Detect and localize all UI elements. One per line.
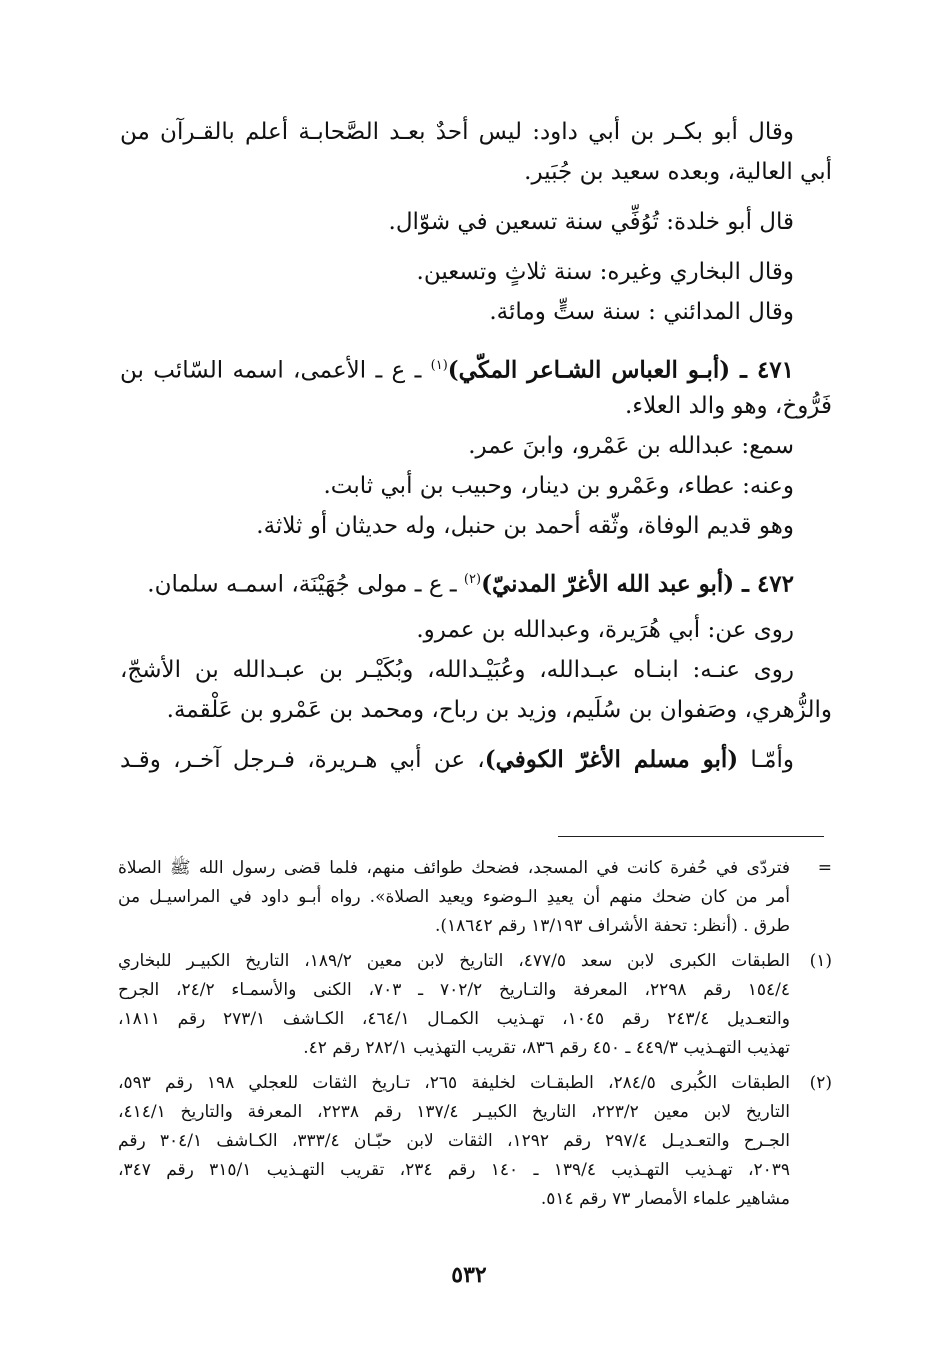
text-line: فَرُّوخ، وهو والد العلاء. <box>624 393 832 419</box>
footnote-divider <box>558 836 824 837</box>
footnote-marker: (١) <box>809 951 832 971</box>
text-line: قال أبو خلدة: تُوُفِّي سنة تسعين في شوّال. <box>388 209 794 235</box>
text-line: سمع: عبدالله بن عَمْرو، وابنَ عمر. <box>468 433 794 459</box>
p10-bold-name: (أبو مسلم الأغرّ الكوفي) <box>484 746 739 773</box>
footnote-line: ١٥٤/٤ رقم ٢٢٩٨، المعرفة والتـاريخ ٧٠٢/٢ ـ ٧٠٣، الكنى والأسمـاء ٢٤/٢، الجرح <box>118 980 790 1000</box>
footnote-marker: (٢) <box>809 1073 832 1093</box>
footnote-marker: = <box>817 858 832 878</box>
footnote-line: طرق . (أنظر: تحفة الأشراف ١٣/١٩٣ رقم ١٨٦٤٢). <box>434 916 790 936</box>
footnote-line: فتردّى في حُفرة كانت في المسجد، فضحك طوائف منهم، فلما قضى رسول الله ﷺ الصلاة <box>118 858 790 878</box>
entry-471-heading-line <box>120 346 832 386</box>
entry-472-heading-line <box>120 560 832 600</box>
footnote-line: والتعـديل ٢٤٣/٤ رقم ١٠٤٥، تهـذيب الكمـال ٤٦٤/١، الكـاشف ٢٧٣/١ رقم ١٨١١، <box>118 1009 790 1029</box>
footnote-line: مشاهير علماء الأمصار ٧٣ رقم ٥١٤. <box>540 1189 790 1209</box>
footnote-line: الطبقات الكُبرى ٢٨٤/٥، الطبقـات لخليفة ٢٦٥، تـاريخ الثقات للعجلي ١٩٨ رقم ٥٩٣، <box>118 1073 790 1093</box>
text-line: أبي العالية، وبعده سعيد بن جُبَير. <box>524 159 832 185</box>
p10-suffix: ، عن أبي هـريرة، فـرجل آخـر، وقـد <box>120 747 485 773</box>
footnote-line: الطبقات الكبرى لابن سعد ٤٧٧/٥، التاريخ لابن معين ١٨٩/٢، التاريخ الكبيـر للبخاري <box>118 951 790 971</box>
footnote-line: التاريخ لابن معين ٢٢٣/٢، التاريخ الكبيـر ١٣٧/٤ رقم ٢٢٣٨، المعرفة والتاريخ ٤١٤/١، <box>118 1102 790 1122</box>
text-line: وقال البخاري وغيره: سنة ثلاثٍ وتسعين. <box>416 259 794 285</box>
entry-471-title: ٤٧١ ـ (أبـو العباس الشـاعر المكّي) <box>447 356 794 384</box>
text-line: والزُّهري، وصَفوان بن سُلَيم، وزيد بن رباح، ومحمد بن عَمْرو بن عَلْقمة. <box>166 697 832 723</box>
footnotes <box>118 854 832 1220</box>
text-line: وهو قديم الوفاة، وثّقه أحمد بن حنبل، وله حديثان أو ثلاثة. <box>256 513 794 539</box>
footnote-continued <box>118 854 832 941</box>
entry-471-rest: ـ ع ـ الأعمى، اسمه السّائب بن <box>120 357 431 384</box>
footnote-ref-1[interactable]: (١) <box>430 358 448 373</box>
footnote-ref-2[interactable]: (٢) <box>463 572 482 587</box>
footnote-line: الجـرح والتعـديـل ٢٩٧/٤ رقم ١٢٩٢، الثقات لابن حبّـان ٣٣٣/٤، الكـاشف ٣٠٤/١ رقم <box>118 1131 790 1151</box>
text-line: وعنه: عطاء، وعَمْرو بن دينار، وحبيب بن أبي ثابت. <box>323 473 794 499</box>
text-line: روى عن: أبي هُرَيرة، وعبدالله بن عمرو. <box>416 617 794 643</box>
main-text <box>120 112 832 780</box>
p10-prefix: وأمّـا <box>738 747 794 773</box>
entry-472-title: ٤٧٢ ـ (أبو عبد الله الأغرّ المدنيّ) <box>481 570 794 598</box>
text-line: وقال المدائني : سنة ستٍّ ومائة. <box>489 299 794 325</box>
entry-472-rest: ـ ع ـ مولى جُهَيْنَة، اسمـه سلمان. <box>147 571 464 598</box>
text-line: روى عنـه: ابنـاه عبـدالله، وعُبَيْـدالله، وبُكَيْـر بن عبـدالله بن الأشجّ، <box>120 657 794 683</box>
footnote-line: ٢٠٣٩، تهـذيب التهـذيب ١٣٩/٤ ـ ١٤٠ رقم ٢٣٤، تقريب التهـذيب ٣١٥/١ رقم ٣٤٧، <box>118 1160 790 1180</box>
footnote-2 <box>118 1069 832 1214</box>
text-line <box>120 740 832 780</box>
footnote-line: تهذيب التهـذيب ٤٤٩/٣ ـ ٤٥٠ رقم ٨٣٦، تقريب التهذيب ٢٨٢/١ رقم ٤٢. <box>303 1038 790 1058</box>
footnote-1 <box>118 947 832 1063</box>
text-line: وقال أبو بكـر بن أبي داود: ليس أحدٌ بعـد الصَّحابـة أعلم بالقـرآن من <box>120 119 794 145</box>
page-number: ٥٣٢ <box>451 1262 487 1288</box>
footnote-line: أمر من كان ضحك منهم أن يعيدِ الـوضوء ويعيد الصلاة». رواه أبـو داود في المراسيـل من <box>118 887 790 907</box>
